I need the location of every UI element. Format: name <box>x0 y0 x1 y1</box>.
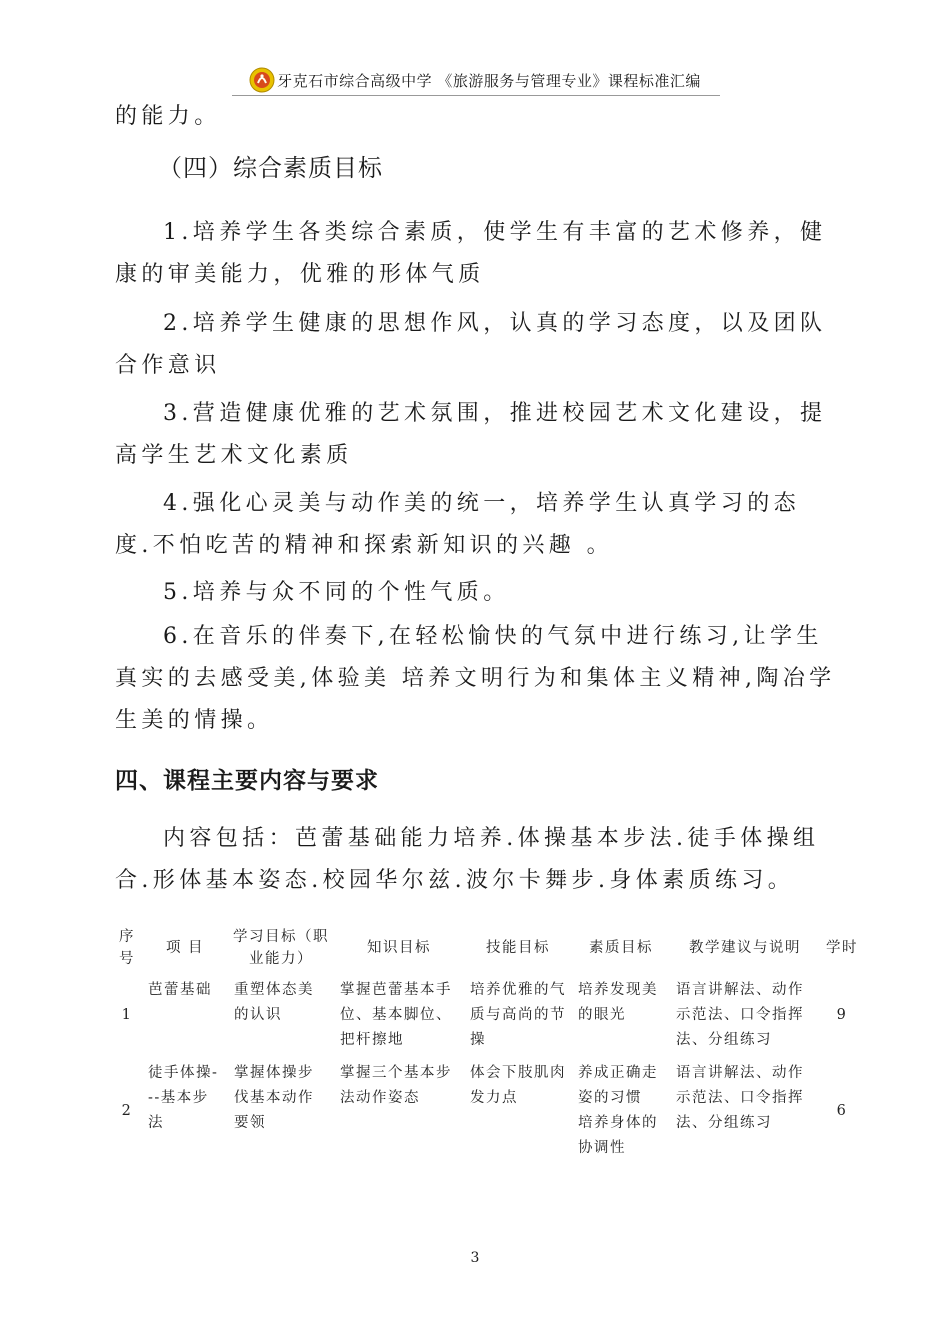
goal-6: 6.在音乐的伴奏下,在轻松愉快的气氛中进行练习,让学生真实的去感受美,体验美 培养文明行为和集体主义精神,陶冶学生美的情操。 <box>115 624 836 733</box>
header-cell: 序号 <box>119 929 135 967</box>
table-cell: 重塑体态美的认识 <box>234 982 314 1023</box>
table-cell: 掌握三个基本步法动作姿态 <box>340 1065 452 1106</box>
header-cell: 知识目标 <box>367 940 431 956</box>
school-emblem-icon <box>249 67 275 93</box>
goal-2: 2.培养学生健康的思想作风，认真的学习态度，以及团队合作意识 <box>115 311 827 378</box>
header-cell: 教学建议与说明 <box>689 940 801 956</box>
goal-3: 3.营造健康优雅的艺术氛围，推进校园艺术文化建设，提高学生艺术文化素质 <box>115 401 827 468</box>
course-table <box>112 922 864 1165</box>
table-cell: 芭蕾基础 <box>148 982 212 998</box>
table-cell: 9 <box>836 1007 848 1023</box>
table-cell: 1 <box>121 1007 133 1023</box>
table-cell: 掌握芭蕾基本手位、基本脚位、把杆擦地 <box>340 982 452 1048</box>
page-number: 3 <box>470 1250 480 1266</box>
intro-paragraph: 内容包括：芭蕾基础能力培养.体操基本步法.徒手体操组合.形体基本姿态.校园华尔兹.波尔卡舞步.身体素质练习。 <box>115 826 820 893</box>
section-title: （四）综合素质目标 <box>158 154 383 182</box>
leading-text: 的能力。 <box>115 104 221 129</box>
goal-4: 4.强化心灵美与动作美的统一，培养学生认真学习的态度.不怕吃苦的精神和探索新知识的兴趣 。 <box>115 491 800 558</box>
table-cell: 6 <box>836 1102 848 1119</box>
table-cell: 体会下肢肌肉发力点 <box>470 1065 566 1106</box>
page-header <box>0 64 950 96</box>
table-cell: 培养发现美的眼光 <box>578 982 658 1023</box>
table-cell: 语言讲解法、动作示范法、口令指挥法、分组练习 <box>676 1065 804 1131</box>
header-cell: 技能目标 <box>486 940 550 956</box>
goal-5: 5.培养与众不同的个性气质。 <box>163 580 510 605</box>
header-cell: 项 目 <box>165 940 205 956</box>
table-cell: 徒手体操---基本步法 <box>148 1065 219 1131</box>
header-cell: 学习目标（职业能力） <box>233 929 329 967</box>
table-row <box>112 974 864 1057</box>
table-header-row <box>112 922 864 974</box>
header-cell: 素质目标 <box>589 940 653 956</box>
table-cell: 2 <box>121 1102 133 1119</box>
header-cell: 学时 <box>826 940 858 956</box>
table-cell: 掌握体操步伐基本动作要领 <box>234 1065 314 1131</box>
table-cell: 培养优雅的气质与高尚的节操 <box>470 982 566 1048</box>
goal-1: 1.培养学生各类综合素质，使学生有丰富的艺术修养，健康的审美能力，优雅的形体气质 <box>115 220 827 287</box>
table-cell: 养成正确走姿的习惯 培养身体的协调性 <box>578 1065 658 1156</box>
section-heading: 四、课程主要内容与要求 <box>115 768 379 794</box>
table-cell: 语言讲解法、动作示范法、口令指挥法、分组练习 <box>676 982 804 1048</box>
table-row <box>112 1057 864 1165</box>
header-text: 牙克石市综合高级中学 《旅游服务与管理专业》课程标准汇编 <box>277 71 701 90</box>
